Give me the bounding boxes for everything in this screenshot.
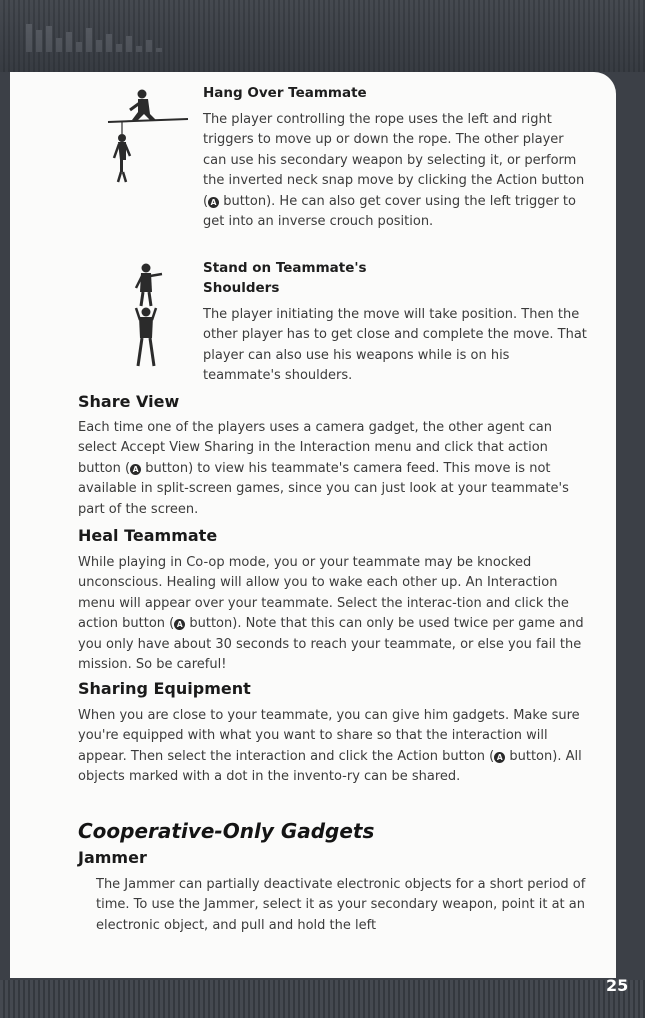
a-button-icon: A [130,464,141,475]
hang-over-teammate-heading: Hang Over Teammate [203,85,367,101]
share-view-heading: Share View [78,392,180,411]
jammer-text: The Jammer can partially deactivate electronic objects for a short period of time. To use the Jammer, select it as your secondary weapon, point it at an electronic object, and pull and hold the left [96,877,586,933]
sharing-equipment-heading: Sharing Equipment [78,679,251,698]
a-button-icon: A [494,752,505,763]
jammer-heading: Jammer [78,848,147,867]
a-button-icon: A [174,619,185,630]
share-view-text: Each time one of the players uses a camera gadget, the other agent can select Accept View Sharing in the Interaction menu and click that action button ( A button) to view his teammate's camera feed. This move is not available in split-screen games, since you can just look at your teammate's part of the screen. [78,420,569,517]
stand-on-shoulders-text: The player initiating the move will take position. Then the other player has to get close and complete the move. That player can also use his weapons while is on his teammate's shoulders. [203,307,587,384]
a-button-icon: A [208,197,219,208]
bottom-decorative-band [0,980,645,1018]
heal-teammate-heading: Heal Teammate [78,526,218,545]
sharing-equipment-text: When you are close to your teammate, you can give him gadgets. Make sure you're equipped with what you want to share so that the interaction will appear. Then select the interaction and click the Action button ( A button). All objects marked with a dot in the invento-ry can be shared. [78,708,582,785]
page-number: 25 [606,976,629,995]
decorative-bars [26,22,176,52]
top-decorative-band [0,0,645,72]
stand-on-shoulders-heading: Stand on Teammate's Shoulders [203,260,367,296]
stand-on-shoulders-icon [124,262,168,370]
hang-over-teammate-text: The player controlling the rope uses the left and right triggers to move up or down the rope. The other player can use his secondary weapon by selecting it, or perform the inverted neck snap move by clicking the Action button ( A button). He can also get cover using the left trigger to get into an inverse crouch position. [203,112,585,230]
hang-over-teammate-icon [104,86,192,188]
cooperative-gadgets-heading: Cooperative-Only Gadgets [78,819,375,843]
heal-teammate-text: While playing in Co-op mode, you or your teammate may be knocked unconscious. Healing will allow you to wake each other up. An Interaction menu will appear over your teammate. Select the interac-tion and click the action button ( A button). Note that this can only be used twice per game and you only have about 30 seconds to reach your teammate, or else you fail the mission. So be careful! [78,555,584,673]
